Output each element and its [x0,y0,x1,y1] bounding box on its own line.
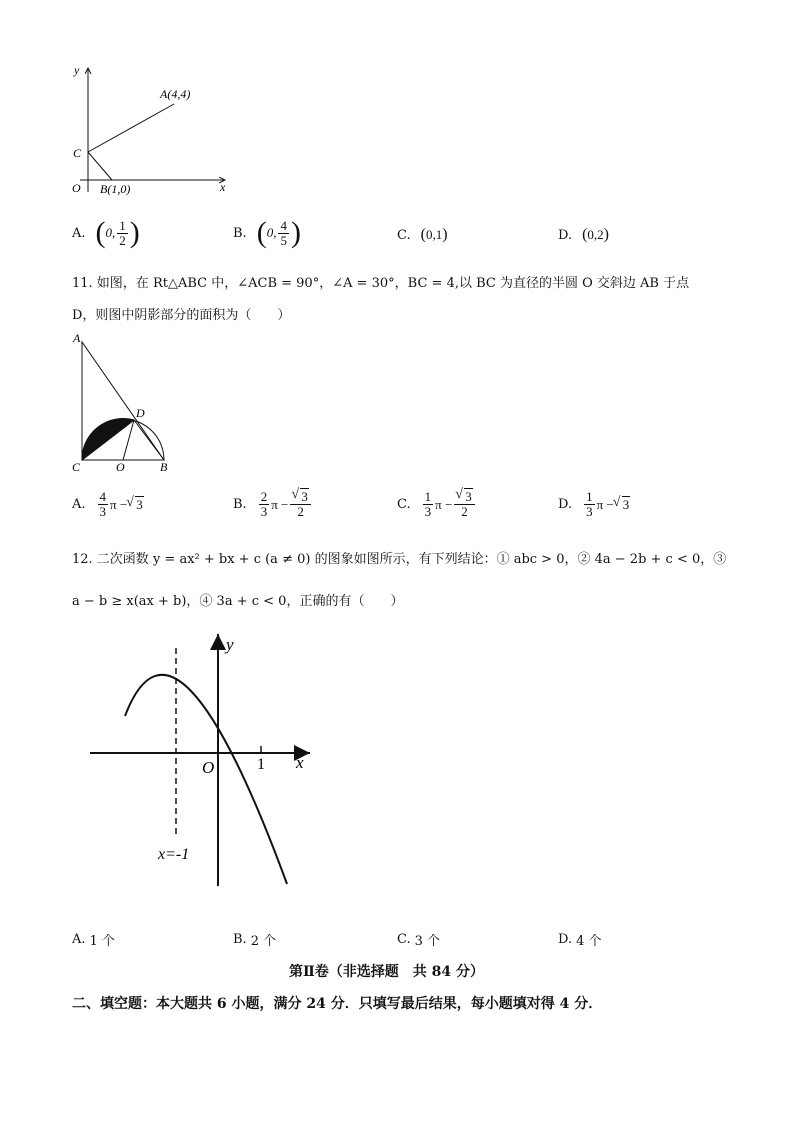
point-x: 0, [266,225,277,240]
q11-figure [66,330,186,475]
point-x: 0, [105,225,116,240]
option-letter: B. [233,497,247,512]
fraction [584,490,595,519]
right-paren-icon: ) [442,226,448,243]
fraction-denominator: 3 [260,504,268,519]
q11-option-a [72,490,144,519]
q12-figure [85,628,325,893]
q10-origin-label: O [72,181,81,195]
q12-option-a [72,930,115,949]
fraction [117,219,128,248]
q12-option-d [558,930,602,949]
fraction-numerator: 4 [280,217,287,233]
sqrt-icon [614,497,631,513]
q10-point-b-label: B(1,0) [100,182,131,196]
q11-option-b [233,490,313,519]
option-letter: D. [558,497,573,512]
point-value: 0,2 [587,227,604,242]
point-value: 0,1 [425,227,443,242]
option-letter: C. [397,227,411,243]
fraction-denominator: 3 [99,504,107,519]
fraction [259,490,270,519]
q11-label-a: A [73,331,81,345]
right-paren-icon: ) [129,216,140,249]
pi-minus: π − [271,496,289,512]
q11-label-b: B [160,460,168,474]
option-letter: A. [72,497,86,512]
fraction-denominator: 2 [297,504,304,519]
option-letter: D. [558,227,573,243]
q12-origin-label: O [202,758,215,777]
option-letter: B. [233,225,247,241]
q10-segment-cb [88,152,112,180]
fraction-numerator [290,490,311,505]
fraction [423,490,434,519]
sqrt-icon [292,490,309,504]
fraction [98,490,109,519]
q11-label-c: C [72,460,81,474]
q10-point-c-label: C [73,146,82,160]
q12-option-c [397,930,440,949]
pi-minus: π − [110,496,128,512]
option-text: 2 个 [250,934,277,949]
q12-line-1: 12. 二次函数 y = ax² + bx + c (a ≠ 0) 的图象如图所示，有下列结论：① abc > 0，② 4a − 2b + c < 0，③ [72,552,727,567]
radicand: 3 [301,489,308,504]
q10-option-c [397,226,448,244]
q10-figure [60,60,240,200]
q12-symmetry-label: x=-1 [158,846,190,863]
fraction-numerator [454,490,475,505]
section2-heading: 二、填空题：本大题共 6 小题，满分 24 分．只填写最后结果，每小题填对得 4 分． [72,996,603,1012]
fraction-denominator: 2 [461,504,468,519]
fraction-numerator: 1 [424,489,432,504]
q11-line-2: D，则图中阴影部分的面积为（ ） [72,308,291,323]
q12-option-b [233,930,276,949]
left-paren-icon: ( [420,226,426,243]
fraction-numerator: 2 [260,489,268,504]
sqrt-icon [127,497,144,513]
q11-label-o: O [116,460,125,474]
option-letter: C. [397,932,411,947]
fraction-denominator: 3 [586,504,593,519]
q12-x-label: x [296,753,304,772]
q12-parabola [125,675,287,884]
q10-x-label: x [220,180,226,194]
radicand: 3 [465,489,472,504]
option-text: 3 个 [414,934,441,949]
option-letter: A. [72,932,86,947]
right-paren-icon: ) [290,216,301,249]
pi-minus: π − [435,496,453,512]
q11-option-c [397,490,477,519]
right-paren-icon: ) [603,226,609,243]
fraction [278,219,289,248]
fraction-denominator: 3 [424,504,432,519]
q10-segment-ca [88,104,174,152]
option-letter: C. [397,497,411,512]
option-letter: D. [558,932,573,947]
fraction-denominator: 2 [119,232,126,248]
q10-option-b [233,218,301,248]
option-text: 1 个 [89,934,115,949]
option-letter: B. [233,932,247,947]
q11-label-d: D [136,406,145,420]
q12-y-label: y [226,635,234,654]
q11-option-d [558,490,630,519]
fraction-numerator: 4 [99,489,107,504]
q10-point-a-label: A(4,4) [160,87,191,101]
q12-line-2: a − b ≥ x(ax + b)，④ 3a + c < 0，正确的有（ ） [72,594,404,609]
radicand: 3 [622,496,630,512]
radicand: 3 [136,496,143,512]
option-letter: A. [72,225,86,241]
left-paren-icon: ( [95,216,106,249]
pi-minus: π − [596,496,614,512]
fraction-numerator: 1 [586,489,593,504]
q10-option-d [558,226,609,244]
q10-y-label: y [74,63,80,77]
left-paren-icon: ( [256,216,267,249]
part2-title: 第Ⅱ卷（非选择题 共 84 分） [289,964,485,980]
fraction [290,490,311,519]
option-text: 4 个 [576,934,602,949]
sqrt-icon [456,490,473,504]
fraction-numerator: 1 [119,217,126,233]
left-paren-icon: ( [582,226,588,243]
q10-option-a [72,218,140,248]
fraction [454,490,475,519]
fraction-denominator: 5 [280,232,287,248]
q11-line-1: 11. 如图，在 Rt△ABC 中，∠ACB = 90°，∠A = 30°，BC = 4,以 BC 为直径的半圆 O 交斜边 AB 于点 [72,276,690,291]
q12-tick-one-label: 1 [257,756,265,773]
q11-segment-db [134,420,164,460]
